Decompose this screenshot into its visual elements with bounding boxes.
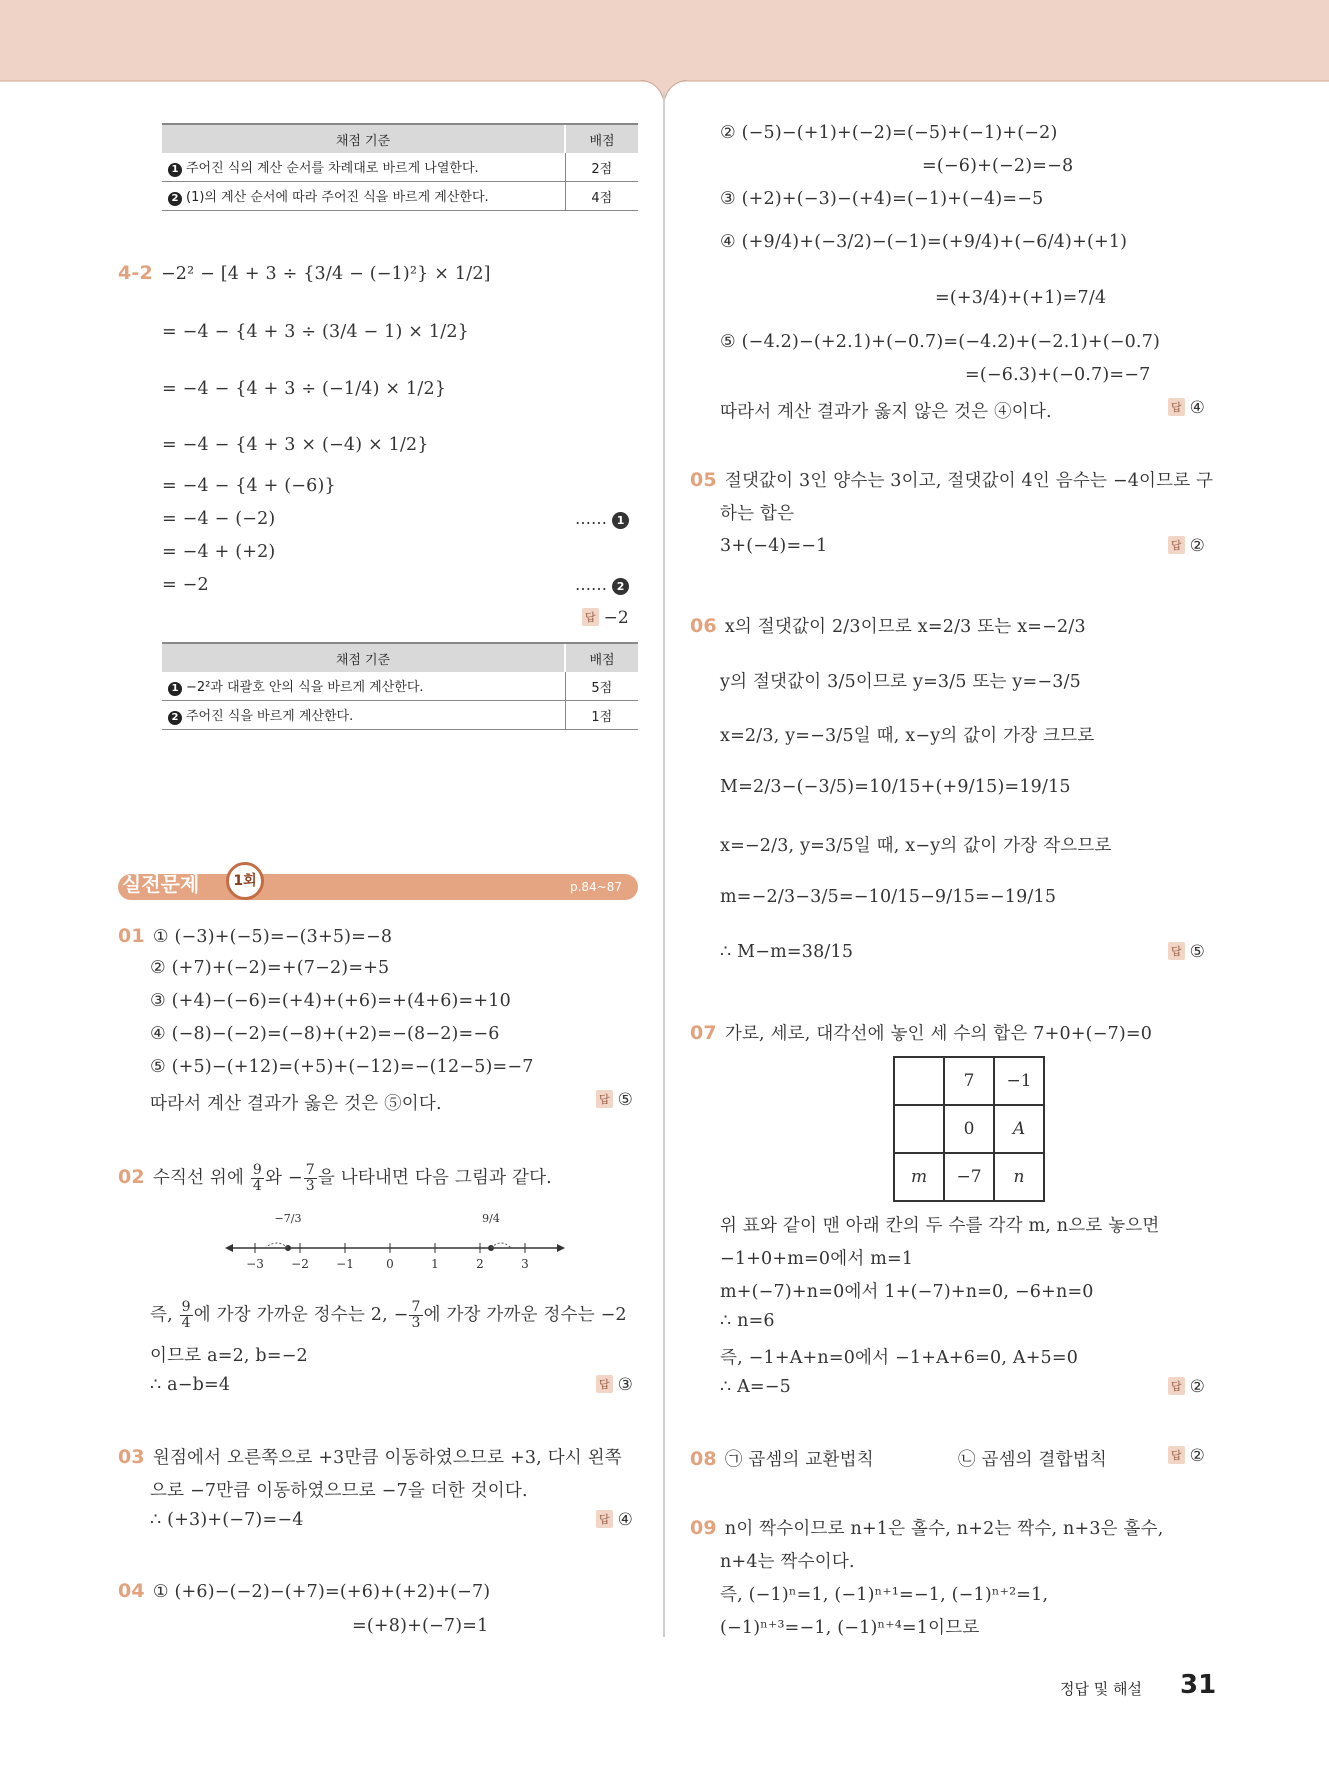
solution-line: =(+3/4)+(+1)=7/4 [935, 288, 1107, 308]
solution-line: = −2 [162, 575, 209, 595]
solution-line: n+4는 짝수이다. [720, 1552, 855, 1572]
solution-line: = −4 − {4 + 3 ÷ (−1/4) × 1/2} [162, 379, 447, 399]
solution-line: ∴ (+3)+(−7)=−4 [150, 1510, 304, 1530]
solution-line: m=−2/3−3/5=−10/15−9/15=−19/15 [720, 887, 1057, 907]
solution-line: 하는 합은 [720, 504, 795, 524]
top-band [0, 0, 1329, 82]
solution-line: ∴ n=6 [720, 1311, 775, 1331]
tick-label: −3 [246, 1257, 264, 1271]
points-header: 배점 [565, 124, 638, 153]
solution-line: = −4 − (−2) [162, 509, 276, 529]
question-05: 05 절댓값이 3인 양수는 3이고, 절댓값이 4인 음수는 −4이므로 구 [690, 469, 1214, 491]
answer-04: 답 ④ [1168, 398, 1205, 418]
solution-line: =(−6)+(−2)=−8 [922, 156, 1074, 176]
question-01: 01 ① (−3)+(−5)=−(3+5)=−8 [118, 925, 393, 947]
solution-line: m+(−7)+n=0에서 1+(−7)+n=0, −6+n=0 [720, 1282, 1094, 1302]
table-row: 1 −2²과 대괄호 안의 식을 바르게 계산한다. 5점 [162, 672, 638, 701]
tick-label: −2 [291, 1257, 309, 1271]
answer-07: 답 ② [1168, 1377, 1205, 1397]
solution-line: = −4 − {4 + 3 ÷ (3/4 − 1) × 1/2} [162, 322, 470, 342]
answer-05: 답 ② [1168, 536, 1205, 556]
tick-label: 1 [431, 1257, 439, 1271]
solution-line: ∴ M−m=38/15 [720, 942, 854, 962]
question-06: 06 x의 절댓값이 2/3이므로 x=2/3 또는 x=−2/3 [690, 615, 1086, 637]
section-pages: p.84~87 [570, 880, 623, 894]
tick-label: −1 [336, 1257, 354, 1271]
table-row: 2 (1)의 계산 순서에 따라 주어진 식을 바르게 계산한다. 4점 [162, 182, 638, 211]
answer-4-2: 답 −2 [582, 608, 629, 628]
tick-label: 0 [386, 1257, 394, 1271]
solution-line: ② (+7)+(−2)=+(7−2)=+5 [150, 958, 390, 978]
table-row: 2 주어진 식을 바르게 계산한다. 1점 [162, 701, 638, 730]
solution-line: = −4 − {4 + 3 × (−4) × 1/2} [162, 435, 429, 455]
solution-line: =(−6.3)+(−0.7)=−7 [965, 365, 1151, 385]
solution-line: ④ (+9/4)+(−3/2)−(−1)=(+9/4)+(−6/4)+(+1) [720, 232, 1128, 252]
solution-line: 따라서 계산 결과가 옳지 않은 것은 ④이다. [720, 402, 1052, 422]
section-title: 실전문제 [122, 872, 200, 896]
question-04: 04 ① (+6)−(−2)−(+7)=(+6)+(+2)+(−7) [118, 1580, 491, 1602]
section-badge: 1회 [226, 862, 264, 900]
solution-line: (−1)ⁿ⁺³=−1, (−1)ⁿ⁺⁴=1이므로 [720, 1618, 980, 1638]
solution-line: −1+0+m=0에서 m=1 [720, 1249, 914, 1269]
answer-08: 답 ② [1168, 1446, 1205, 1466]
solution-line: ∴ A=−5 [720, 1377, 791, 1397]
magic-square-table: 7 −1 0 A m −7 n [893, 1056, 1045, 1202]
solution-line: ④ (−8)−(−2)=(−8)+(+2)=−(8−2)=−6 [150, 1024, 500, 1044]
answer-01: 답 ⑤ [596, 1090, 633, 1110]
tick-label: 3 [521, 1257, 529, 1271]
scoring-table-2 [162, 642, 638, 730]
answer-03: 답 ④ [596, 1510, 633, 1530]
mark-label-2: 9/4 [482, 1212, 500, 1225]
solution-line: M=2/3−(−3/5)=10/15+(+9/15)=19/15 [720, 777, 1071, 797]
question-03: 03 원점에서 오른쪽으로 +3만큼 이동하였으므로 +3, 다시 왼쪽 [118, 1446, 622, 1468]
solution-line: 위 표와 같이 맨 아래 칸의 두 수를 각각 m, n으로 놓으면 [720, 1216, 1160, 1236]
solution-line: ③ (+2)+(−3)−(+4)=(−1)+(−4)=−5 [720, 189, 1044, 209]
solution-line: ㉡ 곱셈의 결합법칙 [958, 1450, 1107, 1470]
number-line [225, 1210, 565, 1275]
points-header: 배점 [565, 643, 638, 672]
solution-line: 즉, (−1)ⁿ=1, (−1)ⁿ⁺¹=−1, (−1)ⁿ⁺²=1, [720, 1585, 1049, 1605]
criteria-header: 채점 기준 [162, 643, 565, 672]
question-02: 02 수직선 위에 $\frac{9}{4}$ 와 − $\frac{7}{3}$ 을 나타내면 다음 그림과 같다. [118, 1162, 552, 1194]
solution-line: x=2/3, y=−3/5일 때, x−y의 값이 가장 크므로 [720, 726, 1095, 746]
solution-line: = −4 + (+2) [162, 542, 276, 562]
mark-label-1: −7/3 [274, 1212, 302, 1225]
question-07: 07 가로, 세로, 대각선에 놓인 세 수의 합은 7+0+(−7)=0 [690, 1022, 1153, 1044]
step-marker-2: …… 2 [575, 575, 629, 595]
page-number: 31 [1180, 1670, 1217, 1700]
solution-line: =(+8)+(−7)=1 [352, 1616, 489, 1636]
solution-line: y의 절댓값이 3/5이므로 y=3/5 또는 y=−3/5 [720, 672, 1082, 692]
scoring-table-1 [162, 123, 638, 211]
table-row: 1 주어진 식의 계산 순서를 차례대로 바르게 나열한다. 2점 [162, 153, 638, 182]
solution-line: ⑤ (+5)−(+12)=(+5)+(−12)=−(12−5)=−7 [150, 1057, 534, 1077]
solution-line: 즉, $\frac{9}{4}$ 에 가장 가까운 정수는 2, − $\frac{7}{3}$ 에 가장 가까운 정수는 −2 [150, 1299, 627, 1331]
solution-line: ⑤ (−4.2)−(+2.1)+(−0.7)=(−4.2)+(−2.1)+(−0.7) [720, 332, 1161, 352]
solution-line: 즉, −1+A+n=0에서 −1+A+6=0, A+5=0 [720, 1348, 1079, 1368]
tick-label: 2 [476, 1257, 484, 1271]
solution-line: x=−2/3, y=3/5일 때, x−y의 값이 가장 작으므로 [720, 836, 1112, 856]
problem-4-2: 4-2 −2² − [4 + 3 ÷ {3/4 − (−1)²} × 1/2] [118, 262, 491, 284]
solution-line: 으로 −7만큼 이동하였으므로 −7을 더한 것이다. [150, 1481, 528, 1501]
column-divider [663, 92, 665, 1637]
solution-line: 따라서 계산 결과가 옳은 것은 ⑤이다. [150, 1094, 442, 1114]
footer-label: 정답 및 해설 [1060, 1680, 1142, 1698]
solution-line: 이므로 a=2, b=−2 [150, 1346, 308, 1366]
solution-line: ② (−5)−(+1)+(−2)=(−5)+(−1)+(−2) [720, 123, 1058, 143]
step-marker-1: …… 1 [575, 509, 629, 529]
answer-06: 답 ⑤ [1168, 942, 1205, 962]
answer-02: 답 ③ [596, 1375, 633, 1395]
solution-line: ③ (+4)−(−6)=(+4)+(+6)=+(4+6)=+10 [150, 991, 511, 1011]
solution-line: ∴ a−b=4 [150, 1375, 231, 1395]
criteria-header: 채점 기준 [162, 124, 565, 153]
question-09: 09 n이 짝수이므로 n+1은 홀수, n+2는 짝수, n+3은 홀수, [690, 1517, 1164, 1539]
solution-line: = −4 − {4 + (−6)} [162, 476, 336, 496]
solution-line: 3+(−4)=−1 [720, 536, 828, 556]
question-08: 08 ㉠ 곱셈의 교환법칙 [690, 1448, 874, 1470]
